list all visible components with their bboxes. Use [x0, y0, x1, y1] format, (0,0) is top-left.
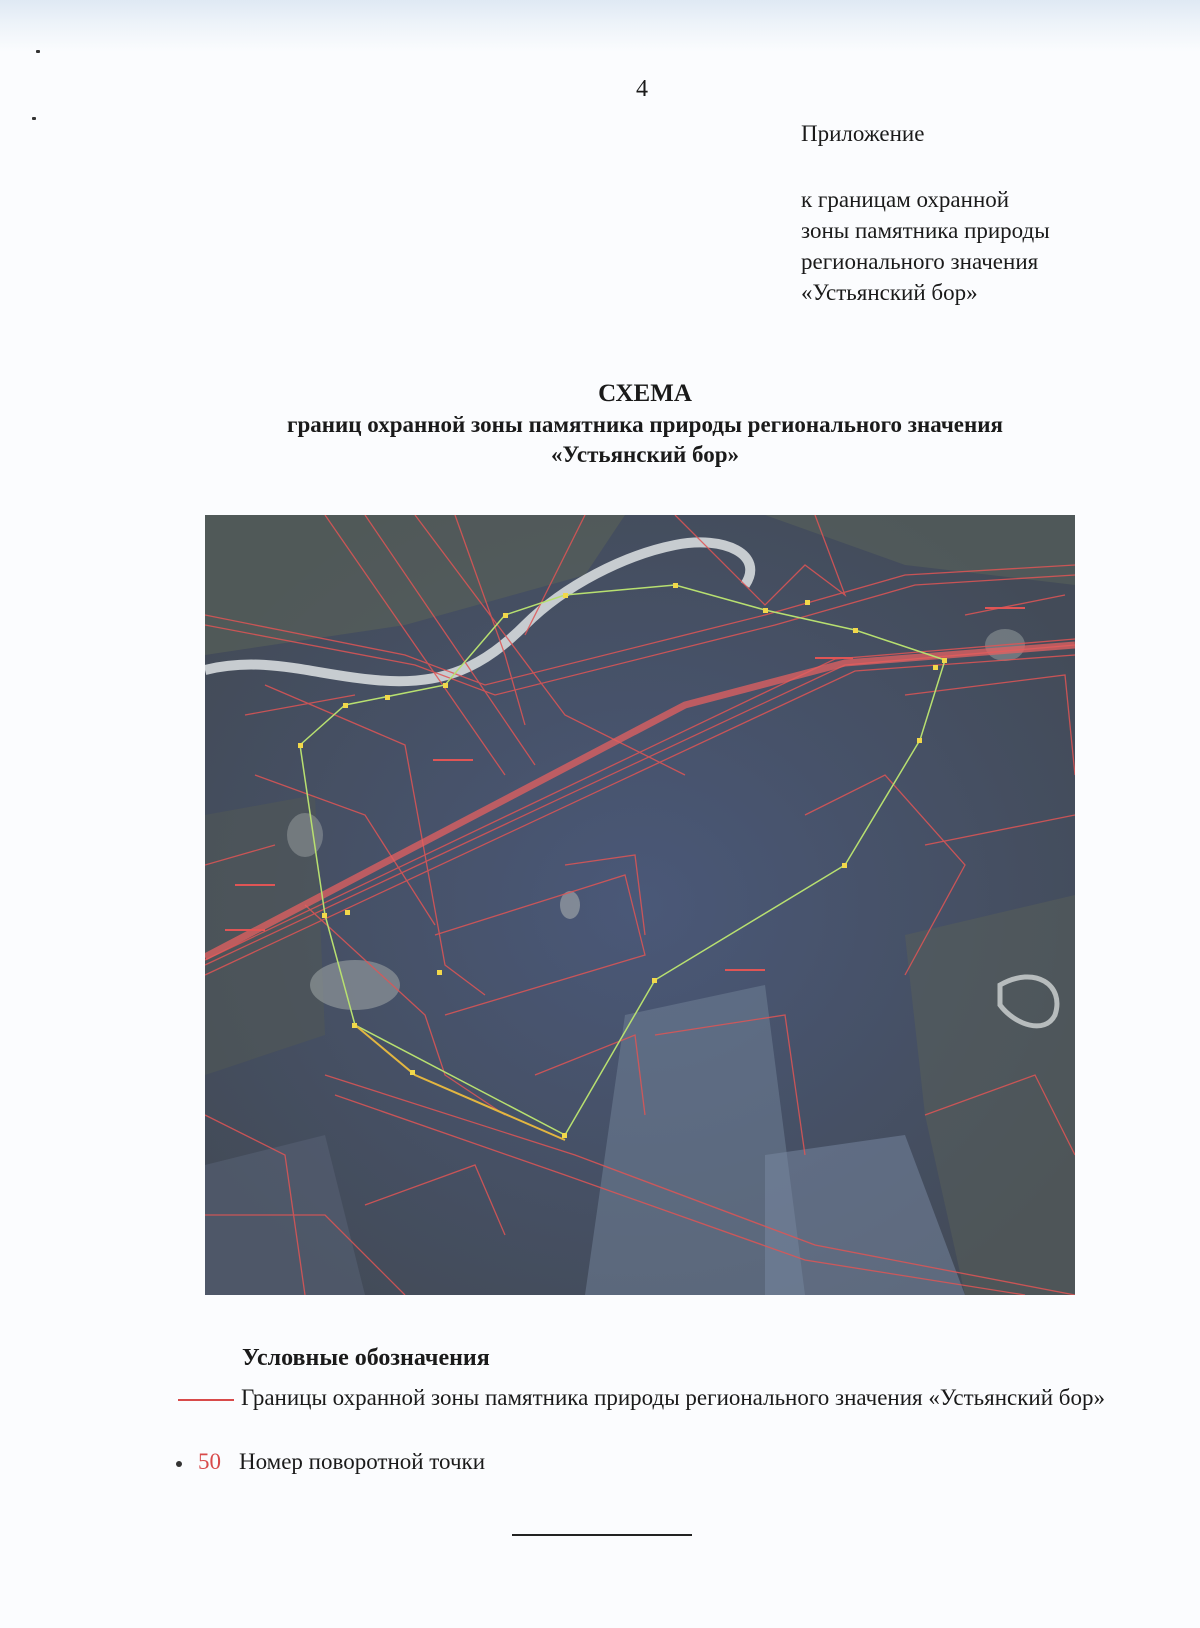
legend-heading: Условные обозначения — [242, 1345, 490, 1371]
document-title — [150, 378, 1140, 470]
title-main: СХЕМА — [598, 380, 692, 407]
end-divider — [512, 1534, 692, 1536]
title-subtitle-line2: «Устьянский бор» — [551, 442, 739, 467]
scan-edge — [0, 0, 1200, 52]
legend-item-boundary — [178, 1382, 1138, 1442]
boundary-line-icon — [178, 1399, 234, 1401]
turning-point-icon — [176, 1461, 182, 1467]
scan-speck — [36, 50, 40, 53]
scan-speck — [32, 117, 36, 120]
legend-boundary-label: Границы охранной зоны памятника природы регионального значения «Устьянский бор» — [241, 1385, 1105, 1410]
legend-item-turning-point — [176, 1449, 776, 1479]
legend-point-label: Номер поворотной точки — [239, 1449, 486, 1474]
clearing — [310, 960, 400, 1010]
page-number: 4 — [636, 76, 648, 102]
clearing — [287, 813, 323, 857]
annex-label: Приложение — [801, 121, 925, 146]
map-graphic — [205, 515, 1075, 1295]
annex-reference: к границам охранной зоны памятника природы регионального значения «Устьянский бор» — [801, 187, 1050, 305]
legend-point-number: 50 — [198, 1449, 221, 1474]
satellite-map — [205, 515, 1075, 1295]
title-subtitle-line1: границ охранной зоны памятника природы регионального значения — [287, 412, 1003, 437]
